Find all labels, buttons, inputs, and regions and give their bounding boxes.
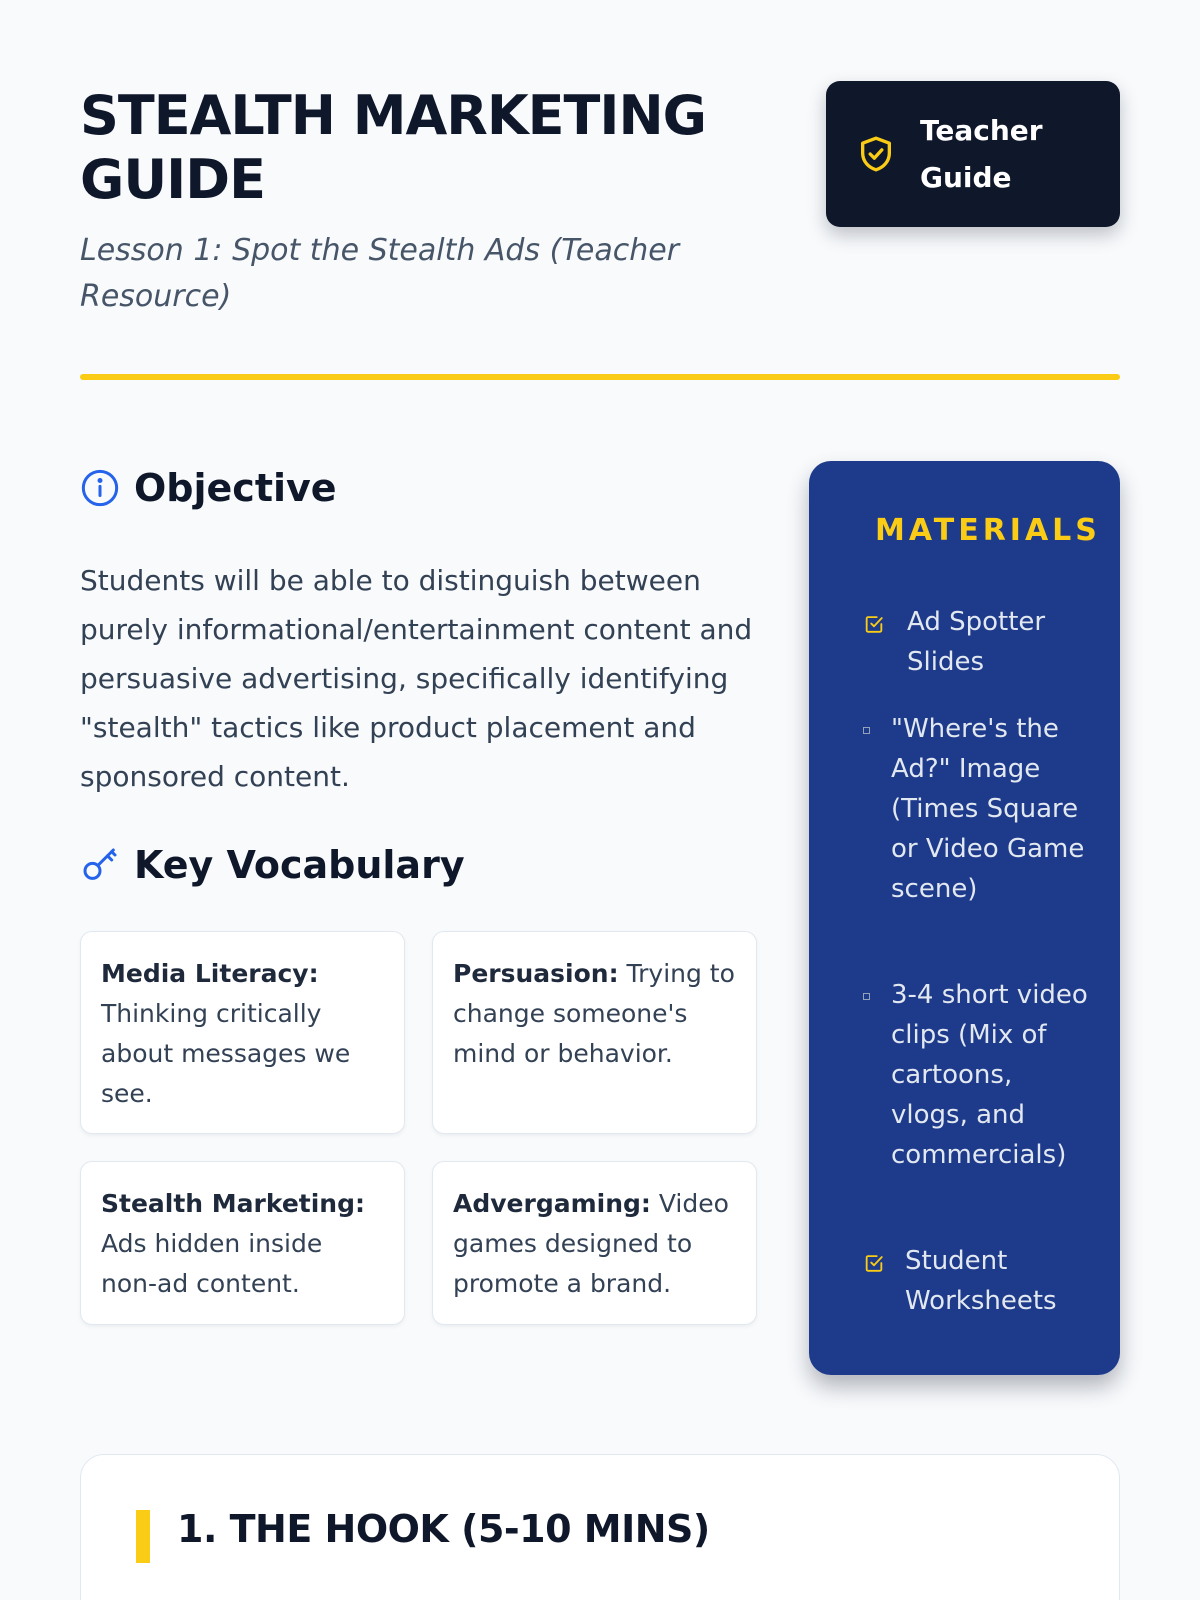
page-subtitle: Lesson 1: Spot the Stealth Ads (Teacher Resource) [80, 233, 680, 314]
materials-heading: MATERIALS [875, 513, 1101, 548]
checkbox-icon [863, 613, 885, 635]
bullet-icon [863, 993, 870, 1000]
vocab-term: Advergaming: [453, 1189, 651, 1218]
objective-text: Students will be able to distinguish between purely informational/entertainment content and persuasive advertising, specifically identifying "stealth" tactics like product placement and sponsored content. [80, 564, 753, 793]
hook-accent-bar [136, 1510, 150, 1563]
hook-title: 1. THE HOOK (5-10 MINS) [177, 1507, 710, 1551]
materials-item-label: "Where's the Ad?" Image (Times Square or Video Game scene) [891, 714, 1085, 904]
vocab-definition: Video games designed to promote a brand. [453, 1189, 729, 1298]
materials-panel [809, 461, 1120, 1375]
materials-item [863, 1241, 1105, 1321]
vocabulary-heading [80, 843, 465, 887]
bullet-icon [863, 727, 870, 734]
vocab-term: Stealth Marketing: [101, 1189, 366, 1218]
key-icon [80, 845, 120, 885]
vocab-term: Media Literacy: [101, 959, 319, 988]
materials-item-label: Ad Spotter Slides [907, 607, 1046, 677]
vocab-definition: Thinking critically about messages we see. [101, 999, 351, 1108]
teacher-guide-label: Teacher Guide [920, 114, 1043, 194]
vocab-card-persuasion [432, 931, 757, 1134]
hook-section [80, 1454, 1120, 1600]
header-divider [80, 374, 1120, 380]
materials-item [863, 602, 1107, 682]
vocabulary-heading-text: Key Vocabulary [134, 843, 465, 887]
vocab-card-advergaming [432, 1161, 757, 1325]
info-icon [80, 468, 120, 508]
vocab-card-media-literacy [80, 931, 405, 1134]
vocab-definition: Ads hidden inside non-ad content. [101, 1229, 323, 1298]
checkbox-icon [863, 1252, 885, 1274]
vocab-term: Persuasion: [453, 959, 619, 988]
vocab-definition: Trying to change someone's mind or behavior. [453, 959, 735, 1068]
objective-heading-text: Objective [134, 466, 337, 510]
objective-heading [80, 466, 337, 510]
teacher-guide-badge [826, 81, 1120, 227]
materials-item [863, 709, 1091, 909]
materials-item-label: 3-4 short video clips (Mix of cartoons, vlogs, and commercials) [891, 980, 1088, 1170]
shield-check-icon [856, 132, 896, 176]
materials-item [863, 975, 1091, 1175]
vocab-card-stealth-marketing [80, 1161, 405, 1325]
page-title: STEALTH MARKETING GUIDE [80, 84, 706, 211]
materials-item-label: Student Worksheets [905, 1246, 1057, 1316]
